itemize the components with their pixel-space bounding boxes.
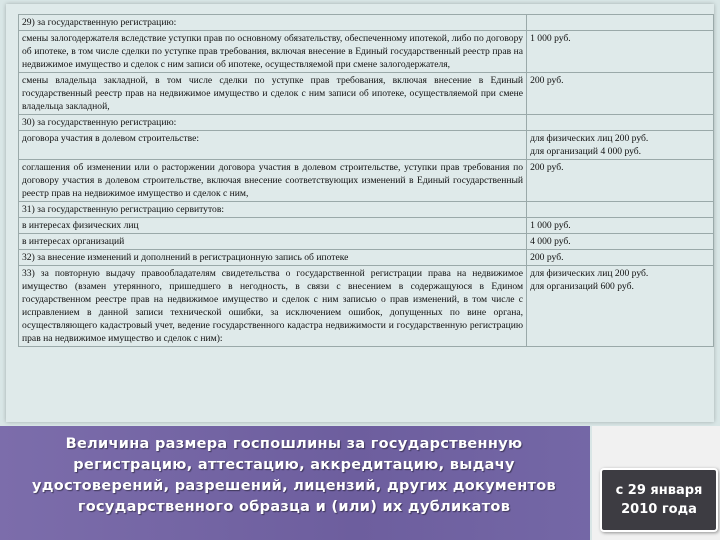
table-row <box>19 250 714 266</box>
row-price: для физических лиц 200 руб. для организаций 600 руб. <box>527 266 714 347</box>
row-description: 31) за государственную регистрацию сервитутов: <box>19 202 527 218</box>
table-row <box>19 15 714 31</box>
row-description: соглашения об изменении или о расторжении договора участия в долевом строительстве, уступки прав требования по договору участия в долевом строительстве, включая внесение соответствующих изменений в Единый государственный реестр прав на недвижимое имущество и сделок с ним, <box>19 160 527 202</box>
table-row <box>19 218 714 234</box>
table-row <box>19 73 714 115</box>
row-description: смены владельца закладной, в том числе сделки по уступке прав требования, включая внесение в Единый государственный реестр прав на недвижимое имущество и сделок с ним записи об ипотеке, осуществляемой при смене владельца закладной, <box>19 73 527 115</box>
row-description: 33) за повторную выдачу правообладателям свидетельства о государственной регистрации права на недвижимое имущество (взамен утерянного, пришедшего в негодность, в связи с внесением в содержащуюся в Едином государственном реестре прав на недвижимое имущество и сделок с ним записью о прав изменений, в том числе с исправлением в данной записи технической ошибки, за исключением ошибок, допущенных по вине органа, осуществляющего кадастровый учет, ведение государственного кадастра недвижимости и государственную регистрацию прав на недвижимое имущество и сделок с ним): <box>19 266 527 347</box>
row-price: для физических лиц 200 руб. для организаций 4 000 руб. <box>527 131 714 160</box>
table-row <box>19 266 714 347</box>
date-badge-line2: 2010 года <box>621 502 697 517</box>
fee-table <box>18 14 714 347</box>
row-description: 32) за внесение изменений и дополнений в регистрационную запись об ипотеке <box>19 250 527 266</box>
row-description: смены залогодержателя вследствие уступки прав по основному обязательству, обеспеченному ипотекой, либо по договору об ипотеке, в том числе сделки по уступке прав требования, включая внесение в Единый государственный реестр прав на недвижимое имущество и сделок с ним записи об ипотеке, осуществляемой при смене залогодержателя, <box>19 31 527 73</box>
fee-table-body <box>19 15 714 347</box>
row-description: в интересах физических лиц <box>19 218 527 234</box>
footer-banner <box>0 426 590 540</box>
date-badge-line1: с 29 января <box>615 483 703 498</box>
row-price: 200 руб. <box>527 250 714 266</box>
footer-title: Величина размера госпошлины за государственную регистрацию, аттестацию, аккредитацию, выдачу удостоверений, разрешений, лицензий, других документов государственного образца и (или) их дубликатов <box>32 436 556 515</box>
table-row <box>19 234 714 250</box>
table-row <box>19 115 714 131</box>
table-row <box>19 202 714 218</box>
row-description: в интересах организаций <box>19 234 527 250</box>
row-price: 1 000 руб. <box>527 31 714 73</box>
row-price: 4 000 руб. <box>527 234 714 250</box>
row-price: 200 руб. <box>527 73 714 115</box>
document-frame <box>6 4 714 422</box>
row-price <box>527 202 714 218</box>
table-row <box>19 160 714 202</box>
table-row <box>19 31 714 73</box>
row-price <box>527 115 714 131</box>
row-description: 30) за государственную регистрацию: <box>19 115 527 131</box>
row-description: договора участия в долевом строительстве: <box>19 131 527 160</box>
table-row <box>19 131 714 160</box>
row-price <box>527 15 714 31</box>
row-price: 1 000 руб. <box>527 218 714 234</box>
footer-side-panel <box>592 426 720 540</box>
row-description: 29) за государственную регистрацию: <box>19 15 527 31</box>
row-price: 200 руб. <box>527 160 714 202</box>
date-badge <box>600 468 718 532</box>
